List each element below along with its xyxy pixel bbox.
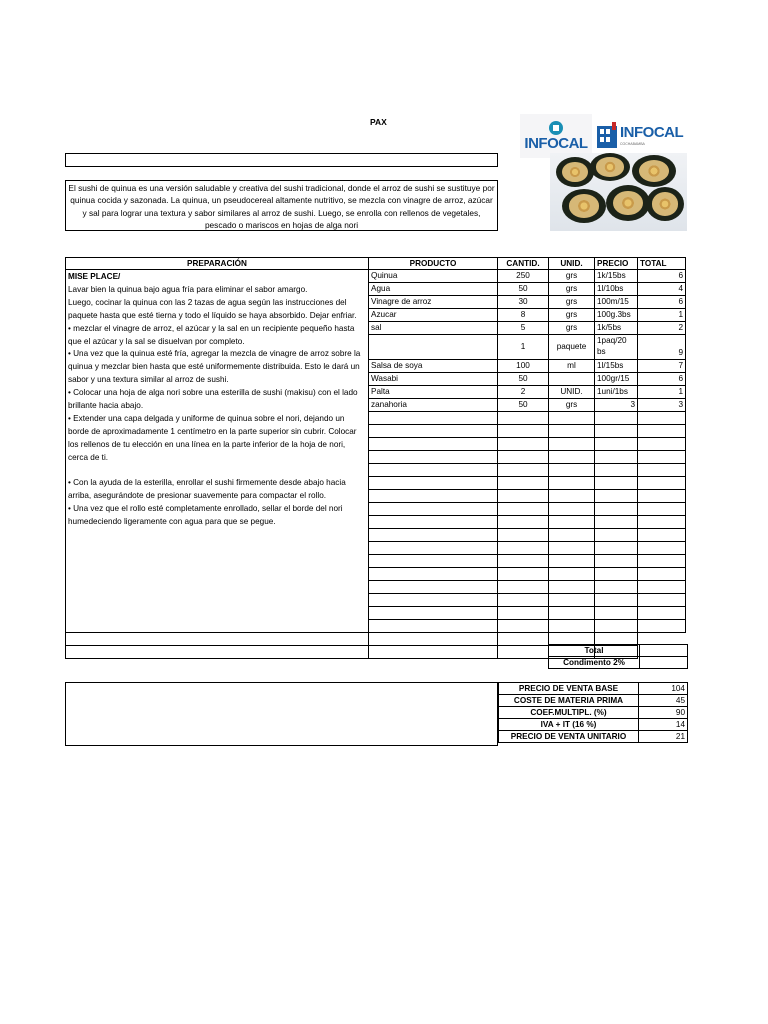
pricing-label: IVA + IT (16 %) — [499, 719, 639, 731]
cell-producto[interactable] — [66, 633, 369, 646]
pax-label: PAX — [370, 117, 387, 127]
cell-cantid[interactable] — [498, 490, 549, 503]
cell-cantid[interactable] — [498, 516, 549, 529]
sushi-rolls-photo — [550, 153, 687, 231]
cell-cantid[interactable] — [498, 451, 549, 464]
cell-producto[interactable]: zanahoria — [369, 399, 498, 412]
cell-unid[interactable] — [498, 646, 549, 659]
cell-precio[interactable] — [595, 555, 638, 568]
cell-producto[interactable] — [369, 516, 498, 529]
cell-total[interactable] — [638, 568, 686, 581]
cell-total[interactable]: 6 — [638, 270, 686, 283]
cell-producto[interactable]: Vinagre de arroz — [369, 296, 498, 309]
pricing-value[interactable]: 104 — [639, 683, 688, 695]
cell-unid[interactable]: grs — [549, 296, 595, 309]
cell-cantid[interactable]: 250 — [498, 270, 549, 283]
preparation-step: • Con la ayuda de la esterilla, enrollar el sushi firmemente desde abajo hacia arriba, asegurándote de presionar suavemente para compactar el rollo. — [68, 478, 346, 501]
cell-precio[interactable]: 1l/15bs — [595, 360, 638, 373]
cell-cantid[interactable]: 5 — [498, 322, 549, 335]
recipe-name-field[interactable] — [65, 153, 498, 167]
cell-cantid[interactable]: 8 — [498, 309, 549, 322]
infocal-logo-left — [520, 114, 592, 158]
cell-total[interactable] — [638, 542, 686, 555]
preparation-cell — [66, 270, 369, 633]
cell-precio[interactable] — [595, 438, 638, 451]
cell-cantid[interactable] — [498, 568, 549, 581]
cell-total[interactable] — [638, 516, 686, 529]
cell-unid[interactable]: grs — [549, 270, 595, 283]
totals-table — [548, 644, 688, 669]
cell-cantid[interactable]: 100 — [498, 360, 549, 373]
logo-right-sub: COCHABAMBA — [620, 142, 645, 146]
cell-precio[interactable] — [595, 412, 638, 425]
cell-total[interactable]: 2 — [638, 322, 686, 335]
cell-cantid[interactable] — [498, 607, 549, 620]
cell-cantid[interactable] — [498, 620, 549, 633]
cell-unid[interactable] — [549, 568, 595, 581]
logo-right-text: INFOCAL — [620, 124, 684, 141]
pricing-label: COEF.MULTIPL. (%) — [499, 707, 639, 719]
cell-producto[interactable]: Wasabi — [369, 373, 498, 386]
chef-hat-icon — [546, 121, 566, 135]
cell-unid[interactable] — [549, 542, 595, 555]
cell-total[interactable] — [638, 503, 686, 516]
cell-precio[interactable] — [595, 581, 638, 594]
cell-cantid[interactable] — [498, 555, 549, 568]
infocal-logo-right — [596, 120, 688, 150]
pricing-label: PRECIO DE VENTA BASE — [499, 683, 639, 695]
cell-total[interactable] — [638, 464, 686, 477]
cell-producto[interactable]: Azucar — [369, 309, 498, 322]
cell-producto[interactable] — [369, 503, 498, 516]
header-cantid: CANTID. — [498, 258, 549, 270]
pricing-table — [498, 682, 688, 743]
cell-total[interactable] — [638, 490, 686, 503]
cell-cantid[interactable]: 50 — [498, 373, 549, 386]
cell-cantid[interactable]: 1 — [498, 335, 549, 360]
cell-cantid[interactable] — [369, 633, 498, 646]
cell-precio[interactable]: 1l/10bs — [595, 283, 638, 296]
cell-unid[interactable] — [549, 555, 595, 568]
cell-producto[interactable]: Salsa de soya — [369, 360, 498, 373]
cell-cantid[interactable] — [498, 594, 549, 607]
cell-cantid[interactable]: 50 — [498, 283, 549, 296]
pricing-row — [499, 719, 688, 731]
cell-cantid[interactable] — [498, 412, 549, 425]
cell-producto[interactable] — [369, 542, 498, 555]
cell-producto[interactable] — [369, 607, 498, 620]
cell-producto[interactable]: Palta — [369, 386, 498, 399]
pricing-value[interactable]: 21 — [639, 731, 688, 743]
cell-total[interactable] — [638, 412, 686, 425]
cell-unid[interactable] — [549, 438, 595, 451]
cell-unid[interactable]: grs — [549, 322, 595, 335]
preparation-step: • Extender una capa delgada y uniforme de quinua sobre el nori, dejando un borde de aproximadamente 1 centímetro en la parte superior sin cubrir. Colocar los rellenos de tu elección en una línea en la parte inferior de la hoja de nori, cerca de ti. — [68, 413, 357, 462]
cell-producto[interactable] — [369, 335, 498, 360]
cell-unid[interactable] — [549, 425, 595, 438]
cell-total[interactable] — [638, 477, 686, 490]
cell-cantid[interactable] — [498, 581, 549, 594]
cell-cantid[interactable]: 50 — [498, 399, 549, 412]
cell-producto[interactable]: sal — [369, 322, 498, 335]
pricing-row — [499, 731, 688, 743]
condimento-label: Condimento 2% — [549, 657, 640, 669]
cell-producto[interactable] — [369, 581, 498, 594]
pricing-label: PRECIO DE VENTA UNITARIO — [499, 731, 639, 743]
cell-unid[interactable] — [549, 607, 595, 620]
cell-total[interactable]: 1 — [638, 309, 686, 322]
preparation-step — [68, 465, 366, 478]
cell-producto[interactable] — [369, 555, 498, 568]
cell-unid[interactable] — [549, 451, 595, 464]
cell-total[interactable] — [638, 529, 686, 542]
cell-total[interactable] — [638, 555, 686, 568]
pricing-value[interactable]: 14 — [639, 719, 688, 731]
cell-unid[interactable]: ml — [549, 360, 595, 373]
header-precio: PRECIO — [595, 258, 638, 270]
cell-precio[interactable] — [595, 529, 638, 542]
cell-cantid[interactable] — [498, 438, 549, 451]
preparation-step: Luego, cocinar la quinua con las 2 tazas de agua según las instrucciones del paquete hasta que esté tierna y todo el líquido se haya absorbido. Dejar enfriar. — [68, 297, 357, 320]
recipe-description: El sushi de quinua es una versión saludable y creativa del sushi tradicional, donde el arroz de sushi se sustituye por quinua cocida y sazonada. La quinua, un pseudocereal altamente nutritivo, se mezcla con vinagre de arroz, azúcar y sal para lograr una textura y sabor similares al arroz de sushi. Luego, se enrolla con rellenos de vegetales, pescado o mariscos en hojas de alga nori — [65, 180, 498, 231]
cell-precio[interactable] — [595, 503, 638, 516]
cell-unid[interactable]: UNID. — [549, 386, 595, 399]
pricing-row — [499, 707, 688, 719]
cell-producto[interactable] — [369, 594, 498, 607]
cell-total[interactable] — [638, 581, 686, 594]
cell-total[interactable] — [638, 438, 686, 451]
pricing-label: COSTE DE MATERIA PRIMA — [499, 695, 639, 707]
cell-total[interactable]: 1 — [638, 386, 686, 399]
cell-cantid[interactable] — [498, 542, 549, 555]
cell-unid[interactable] — [549, 412, 595, 425]
table-row — [66, 270, 686, 283]
cell-total[interactable]: 7 — [638, 360, 686, 373]
cell-unid[interactable] — [549, 529, 595, 542]
header-preparacion: PREPARACIÓN — [66, 258, 369, 270]
cell-producto[interactable] — [369, 412, 498, 425]
cell-cantid[interactable] — [498, 464, 549, 477]
cell-cantid[interactable]: 30 — [498, 296, 549, 309]
cell-producto[interactable] — [369, 464, 498, 477]
cell-total[interactable]: 9 — [638, 335, 686, 360]
cell-cantid[interactable] — [498, 503, 549, 516]
cell-total[interactable] — [638, 451, 686, 464]
cell-unid[interactable] — [549, 503, 595, 516]
cell-producto[interactable] — [369, 438, 498, 451]
cell-producto[interactable] — [369, 425, 498, 438]
cell-producto[interactable] — [369, 620, 498, 633]
cell-producto[interactable] — [369, 451, 498, 464]
building-icon — [596, 122, 618, 148]
cell-precio[interactable] — [595, 607, 638, 620]
cell-precio[interactable]: 3 — [595, 399, 638, 412]
cell-total[interactable] — [638, 607, 686, 620]
cell-unid[interactable] — [549, 490, 595, 503]
cell-precio[interactable]: 100g.3bs — [595, 309, 638, 322]
cell-total[interactable]: 3 — [638, 399, 686, 412]
cell-unid[interactable] — [549, 516, 595, 529]
cell-unid[interactable]: grs — [549, 283, 595, 296]
cell-total[interactable] — [638, 594, 686, 607]
cell-unid[interactable] — [549, 477, 595, 490]
cell-total[interactable] — [638, 425, 686, 438]
cell-unid[interactable] — [549, 373, 595, 386]
cell-precio[interactable] — [595, 516, 638, 529]
cell-unid[interactable] — [549, 464, 595, 477]
cell-cantid[interactable] — [498, 477, 549, 490]
cell-producto[interactable]: Quinua — [369, 270, 498, 283]
notes-box[interactable] — [65, 682, 498, 746]
preparation-step: • Una vez que el rollo esté completamente enrollado, sellar el borde del nori humedeciendo ligeramente con agua para que se pegue. — [68, 504, 343, 527]
cell-producto[interactable] — [369, 568, 498, 581]
header-total: TOTAL — [638, 258, 686, 270]
cell-precio[interactable] — [595, 568, 638, 581]
cell-total[interactable]: 6 — [638, 373, 686, 386]
total-value[interactable] — [640, 645, 688, 657]
cell-precio[interactable] — [595, 464, 638, 477]
preparation-step: Lavar bien la quinua bajo agua fría para eliminar el sabor amargo. — [68, 284, 308, 294]
preparation-step: • Una vez que la quinua esté fría, agregar la mezcla de vinagre de arroz sobre la quinua y mezclar bien hasta que esté uniformemente distribuida. Esto le dará un sabor y una textura similar al arroz de sushi. — [68, 349, 361, 385]
cell-unid[interactable] — [549, 581, 595, 594]
cell-total[interactable]: 4 — [638, 283, 686, 296]
cell-cantid[interactable] — [498, 425, 549, 438]
total-label: Total — [549, 645, 640, 657]
cell-cantid[interactable] — [369, 646, 498, 659]
pricing-row — [499, 695, 688, 707]
header-unid: UNID. — [549, 258, 595, 270]
cell-unid[interactable]: grs — [549, 399, 595, 412]
header-producto: PRODUCTO — [369, 258, 498, 270]
cell-precio[interactable] — [595, 451, 638, 464]
cell-precio[interactable] — [595, 620, 638, 633]
preparation-step: • Colocar una hoja de alga nori sobre una esterilla de sushi (makisu) con el lado brillante hacia abajo. — [68, 388, 358, 411]
cell-cantid[interactable]: 2 — [498, 386, 549, 399]
condimento-value[interactable] — [640, 657, 688, 669]
cell-unid[interactable]: grs — [549, 309, 595, 322]
cell-precio[interactable] — [595, 594, 638, 607]
cell-precio[interactable] — [595, 477, 638, 490]
cell-precio[interactable] — [595, 542, 638, 555]
cell-producto[interactable] — [369, 477, 498, 490]
cell-total[interactable]: 6 — [638, 296, 686, 309]
cell-precio[interactable] — [595, 490, 638, 503]
cell-precio[interactable]: 1k/15bs — [595, 270, 638, 283]
pricing-row — [499, 683, 688, 695]
cell-producto[interactable]: Agua — [369, 283, 498, 296]
cell-precio[interactable]: 100gr/15 — [595, 373, 638, 386]
cell-unid[interactable]: paquete — [549, 335, 595, 360]
recipe-table — [65, 257, 686, 659]
cell-unid[interactable] — [498, 633, 549, 646]
cell-unid[interactable] — [549, 594, 595, 607]
cell-cantid[interactable] — [498, 529, 549, 542]
cell-precio[interactable] — [595, 425, 638, 438]
logo-left-text: INFOCAL — [524, 135, 588, 152]
cell-precio[interactable]: 1uni/1bs — [595, 386, 638, 399]
preparation-title: MISE PLACE/ — [68, 272, 121, 281]
cell-producto[interactable] — [369, 529, 498, 542]
preparation-step: • mezclar el vinagre de arroz, el azúcar y la sal en un recipiente pequeño hasta que el azúcar y la sal se disuelvan por completo. — [68, 323, 355, 346]
cell-unid[interactable] — [549, 620, 595, 633]
cell-producto[interactable] — [66, 646, 369, 659]
cell-precio[interactable]: 1paq/20 bs — [595, 335, 638, 360]
pricing-value[interactable]: 90 — [639, 707, 688, 719]
cell-producto[interactable] — [369, 490, 498, 503]
cell-precio[interactable]: 100m/15 — [595, 296, 638, 309]
pricing-value[interactable]: 45 — [639, 695, 688, 707]
cell-total[interactable] — [638, 620, 686, 633]
cell-precio[interactable]: 1k/5bs — [595, 322, 638, 335]
